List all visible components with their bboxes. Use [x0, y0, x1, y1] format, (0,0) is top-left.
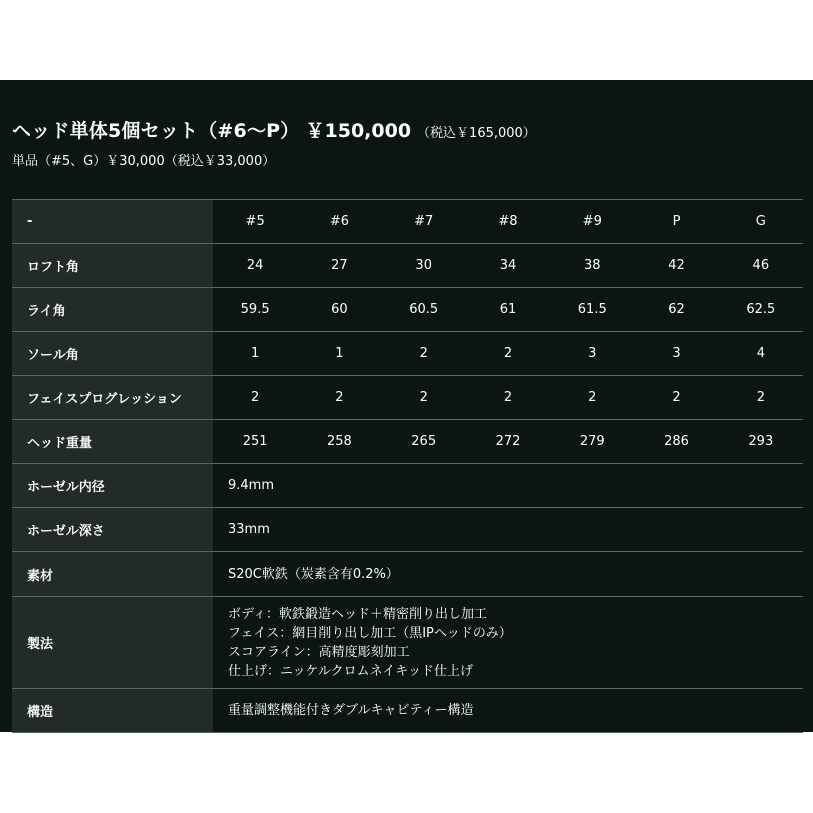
table-cell: 4: [756, 346, 765, 361]
spec-table: [12, 199, 803, 733]
table-cell: 1: [335, 346, 344, 361]
table-cell: 279: [579, 434, 605, 449]
table-cell: 251: [242, 434, 268, 449]
row-label: ホーゼル内径: [12, 464, 213, 507]
set-title: ヘッド単体5個セット（#6〜P）: [12, 120, 300, 142]
row-value-line: スコアライン：高精度彫刻加工: [228, 644, 410, 660]
table-cell: 60.5: [409, 302, 439, 317]
row-label: 構造: [12, 689, 213, 732]
column-header: #8: [498, 214, 518, 229]
table-cell: 61.5: [577, 302, 607, 317]
table-cell: 59.5: [240, 302, 270, 317]
row-label: フェイスプログレッション: [12, 376, 213, 419]
table-cell: 24: [246, 258, 264, 273]
row-value-line: 仕上げ：ニッケルクロムネイキッド仕上げ: [228, 663, 474, 679]
table-cell: 27: [331, 258, 348, 273]
column-header: P: [672, 214, 681, 229]
set-price: ￥150,000: [305, 120, 412, 142]
row-value-line: フェイス：網目削り出し加工（黒IPヘッドのみ）: [228, 625, 512, 641]
row-value: 9.4mm: [228, 478, 275, 493]
row-value: 重量調整機能付きダブルキャビティー構造: [228, 703, 474, 718]
column-header: #6: [329, 214, 349, 229]
table-cell: 3: [588, 346, 597, 361]
table-row-face-progression: [12, 376, 803, 420]
column-header: G: [755, 214, 766, 229]
table-row-manufacturing: [12, 597, 803, 689]
table-cell: 293: [748, 434, 774, 449]
row-value: S20C軟鉄（炭素含有0.2%）: [228, 566, 399, 582]
table-cell: 2: [419, 346, 428, 361]
table-cell: 2: [419, 390, 428, 405]
page-title: [12, 116, 536, 143]
column-header: #9: [582, 214, 602, 229]
row-label: 製法: [12, 597, 213, 688]
table-cell: 62.5: [746, 302, 776, 317]
table-row-material: [12, 552, 803, 597]
table-row-lie: [12, 288, 803, 332]
table-cell: 2: [251, 390, 260, 405]
table-cell: 60: [331, 302, 348, 317]
table-row-loft: [12, 244, 803, 288]
table-cell: 265: [411, 434, 437, 449]
table-cell: 38: [583, 258, 601, 273]
table-row-sole: [12, 332, 803, 376]
table-cell: 30: [415, 258, 432, 273]
table-cell: 2: [335, 390, 344, 405]
row-label: ライ角: [12, 288, 213, 331]
table-row-structure: [12, 689, 803, 733]
table-row-head-weight: [12, 420, 803, 464]
row-value: 33mm: [228, 522, 270, 537]
header-label-cell: -: [12, 200, 213, 243]
table-cell: 2: [503, 346, 513, 361]
table-cell: 62: [668, 302, 685, 317]
row-label: ヘッド重量: [12, 420, 213, 463]
table-cell: 42: [668, 258, 685, 273]
column-header: #7: [414, 214, 434, 229]
row-label: ホーゼル深さ: [12, 508, 213, 551]
table-row-hosel-depth: [12, 508, 803, 552]
table-cell: 46: [752, 258, 770, 273]
row-label: ロフト角: [12, 244, 213, 287]
table-header-row: [12, 200, 803, 244]
table-cell: 3: [672, 346, 681, 361]
table-row-hosel-diameter: [12, 464, 803, 508]
row-label: ソール角: [12, 332, 213, 375]
table-cell: 258: [327, 434, 352, 449]
table-cell: 1: [251, 346, 260, 361]
column-header: #5: [245, 214, 265, 229]
table-cell: 272: [495, 434, 521, 449]
row-label: 素材: [12, 552, 213, 596]
table-cell: 2: [503, 390, 513, 405]
table-cell: 34: [499, 258, 517, 273]
row-value-line: ボディ：軟鉄鍛造ヘッド＋精密削り出し加工: [228, 606, 487, 622]
table-cell: 286: [664, 434, 689, 449]
table-cell: 2: [672, 390, 681, 405]
set-price-tax: （税込￥165,000）: [417, 126, 536, 141]
table-cell: 61: [499, 302, 517, 317]
table-cell: 2: [756, 390, 765, 405]
single-price: 単品（#5、G）￥30,000（税込￥33,000）: [12, 154, 276, 169]
table-cell: 2: [588, 390, 597, 405]
